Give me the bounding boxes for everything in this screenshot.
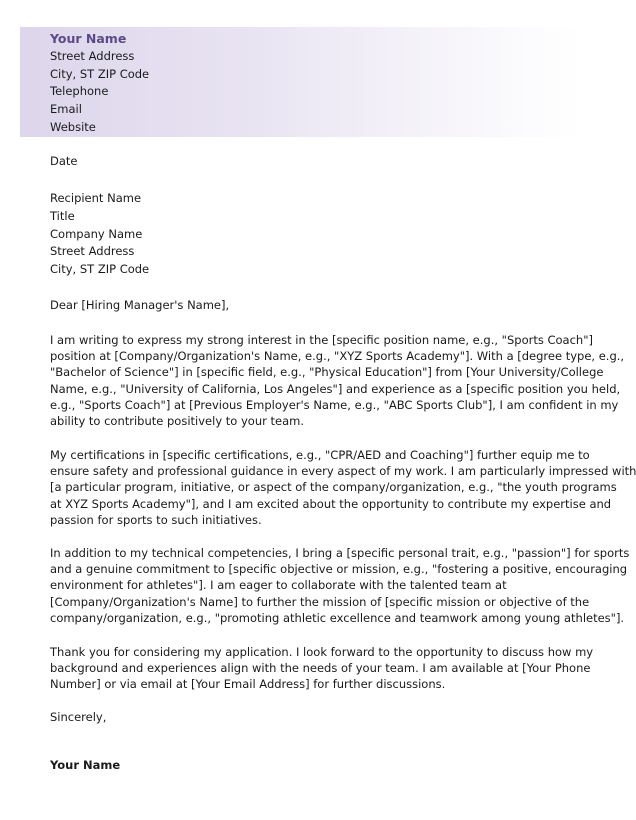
body-paragraph-3 [50, 545, 630, 626]
body-line: e.g., "Sports Coach"] at [Previous Employer's Name, e.g., "ABC Sports Club"], I am confident in my [50, 397, 619, 412]
signature-name: Your Name [50, 758, 121, 772]
recipient-name: Recipient Name [50, 191, 142, 205]
body-line: I am writing to express my strong interest in the [specific position name, e.g., "Sports Coach"] [50, 333, 593, 347]
recipient-city: City, ST ZIP Code [50, 262, 150, 277]
body-line: Number] or via email at [Your Email Address] for further discussions. [50, 677, 446, 692]
body-line: In addition to my technical competencies, I bring a [specific personal trait, e.g., "passion"] for sports [50, 546, 630, 560]
body-line: My certifications in [specific certifications, e.g., "CPR/AED and Coaching"] further equip me to [50, 448, 590, 462]
body-line: and a genuine commitment to [specific objective or mission, e.g., "fostering a positive, encouraging [50, 562, 628, 577]
recipient-company: Company Name [50, 226, 143, 241]
body-paragraph-4 [50, 644, 594, 693]
body-line: Name, e.g., "University of California, Los Angeles"] and experience as a [specific position you held, [50, 381, 621, 396]
sender-website: Website [50, 119, 96, 134]
salutation-text: Dear [Hiring Manager's Name], [50, 298, 230, 312]
body-line: company/organization, e.g., "promoting athletic excellence and teamwork among young athletes"]. [50, 610, 625, 625]
body-line: Thank you for considering my application. I look forward to the opportunity to discuss how my [50, 645, 594, 659]
body-line: position at [Company/Organization's Name, e.g., "XYZ Sports Academy"]. With a [degree type, e.g., [50, 349, 625, 364]
body-line: [Company/Organization's Name] to further the mission of [specific mission or objective of the [50, 594, 590, 609]
body-paragraph-1 [50, 332, 625, 429]
body-paragraph-2 [50, 447, 636, 528]
sender-block [50, 30, 149, 137]
sender-email: Email [50, 102, 82, 117]
signature [50, 757, 120, 775]
closing-text: Sincerely, [50, 710, 107, 724]
body-line: environment for athletes"]. I am eager to collaborate with the talented team at [50, 578, 507, 593]
body-line: background and experiences align with the needs of your team. I am available at [Your Phone [50, 661, 591, 676]
sender-city: City, ST ZIP Code [50, 66, 150, 81]
body-line: ability to contribute positively to your team. [50, 414, 304, 429]
closing [50, 709, 106, 727]
date-text: Date [50, 154, 78, 168]
recipient-street: Street Address [50, 244, 135, 259]
body-line: passion for sports to such initiatives. [50, 512, 262, 527]
salutation [50, 297, 229, 315]
sender-street: Street Address [50, 48, 135, 63]
date [50, 153, 78, 171]
body-line: at XYZ Sports Academy"], and I am excited about the opportunity to contribute my expertise and [50, 496, 612, 511]
sender-telephone: Telephone [50, 84, 109, 99]
recipient-title: Title [50, 208, 75, 223]
recipient-block [50, 190, 149, 279]
sender-name: Your Name [50, 31, 127, 46]
body-line: ensure safety and professional guidance in every aspect of my work. I am particularly impressed with [50, 464, 636, 479]
body-line: [a particular program, initiative, or aspect of the company/organization, e.g., "the youth programs [50, 480, 617, 495]
body-line: "Bachelor of Science"] in [specific field, e.g., "Physical Education"] from [Your University/College [50, 365, 604, 380]
